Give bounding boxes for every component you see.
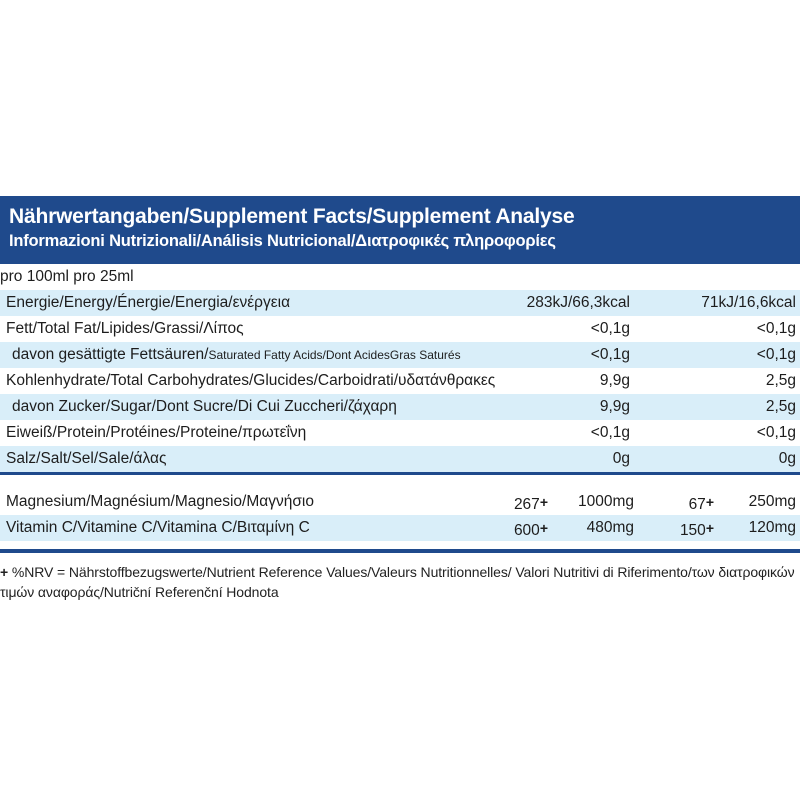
nrv-marker: + xyxy=(539,494,548,510)
nrv-marker: + xyxy=(539,520,548,536)
value-per-25ml: 250mg xyxy=(748,493,796,510)
section-gap xyxy=(0,475,800,489)
nrv-per-100ml xyxy=(514,515,548,544)
nutrient-row-sugar xyxy=(0,394,800,420)
nutrition-label xyxy=(0,196,800,553)
value-per-25ml: <0,1g xyxy=(756,320,796,337)
value-per-100ml: 9,9g xyxy=(599,372,630,389)
nrv-value: 600 xyxy=(513,522,540,539)
value-per-25ml: <0,1g xyxy=(756,346,796,363)
nutrient-name: davon Zucker/Sugar/Dont Sucre/Di Cui Zuccheri/ζάχαρη xyxy=(12,398,397,415)
nutrient-name xyxy=(12,342,461,368)
mineral-row-magnesium xyxy=(0,489,800,515)
column-per-100ml: pro 100ml xyxy=(0,268,69,285)
nutrient-row-protein xyxy=(0,420,800,446)
header-subtitle: Informazioni Nutrizionali/Análisis Nutricional/Διατροφικές πληροφορίες xyxy=(9,232,556,250)
footnote-marker: + xyxy=(0,564,9,580)
nutrient-row-salt xyxy=(0,446,800,472)
nrv-marker: + xyxy=(705,520,714,536)
value-per-100ml: <0,1g xyxy=(590,424,630,441)
value-per-25ml: 2,5g xyxy=(765,372,796,389)
nutrient-row-energy xyxy=(0,290,800,316)
value-per-100ml: <0,1g xyxy=(590,320,630,337)
value-per-25ml: 120mg xyxy=(748,519,796,536)
footnote-text: %NRV = Nährstoffbezugswerte/Nutrient Reference Values/Valeurs Nutritionnelles/ Valori Nutritivi di Riferimento/των διατροφικών τιμών αναφοράς/Nutriční Referenční Hodnota xyxy=(0,564,795,600)
nrv-marker: + xyxy=(705,494,714,510)
bottom-divider xyxy=(0,549,800,553)
value-per-25ml: <0,1g xyxy=(756,424,796,441)
value-per-100ml: 9,9g xyxy=(599,398,630,415)
header-title: Nährwertangaben/Supplement Facts/Supplement Analyse xyxy=(9,205,575,228)
mineral-name: Magnesium/Magnésium/Magnesio/Μαγνήσιο xyxy=(6,493,314,510)
nutrient-name-main: davon gesättigte Fettsäuren/ xyxy=(12,346,209,363)
nutrition-header xyxy=(0,196,800,264)
nrv-per-25ml xyxy=(680,515,714,544)
nutrient-row-saturated-fat xyxy=(0,342,800,368)
value-per-100ml: 480mg xyxy=(586,519,634,536)
mineral-name: Vitamin C/Vitamine C/Vitamina C/Βιταμίνη C xyxy=(6,519,310,536)
mineral-row-vitamin-c xyxy=(0,515,800,541)
column-header-row xyxy=(0,264,800,290)
nutrient-name: Fett/Total Fat/Lipides/Grassi/Λίπος xyxy=(6,320,244,337)
nutrient-name-translations: Saturated Fatty Acids/Dont AcidesGras Saturés xyxy=(208,348,461,362)
value-per-25ml: 0g xyxy=(778,450,796,467)
value-per-100ml: 283kJ/66,3kcal xyxy=(526,294,630,311)
nrv-footnote xyxy=(0,562,800,602)
nutrient-row-carbohydrates xyxy=(0,368,800,394)
nutrient-name: Salz/Salt/Sel/Sale/άλας xyxy=(6,450,167,467)
value-per-25ml: 2,5g xyxy=(765,398,796,415)
nrv-value: 267 xyxy=(513,496,540,513)
nutrient-name: Energie/Energy/Énergie/Energia/ενέργεια xyxy=(6,294,291,311)
nutrient-name: Eiweiß/Protein/Protéines/Proteine/πρωτεΐνη xyxy=(6,424,307,441)
nrv-per-25ml xyxy=(689,489,714,518)
value-per-100ml: 0g xyxy=(612,450,630,467)
column-per-25ml: pro 25ml xyxy=(73,268,134,285)
nrv-value: 150 xyxy=(679,522,706,539)
nutrient-row-fat xyxy=(0,316,800,342)
value-per-100ml: 1000mg xyxy=(577,493,634,510)
value-per-100ml: <0,1g xyxy=(590,346,630,363)
value-per-25ml: 71kJ/16,6kcal xyxy=(701,294,796,311)
nutrient-name: Kohlenhydrate/Total Carbohydrates/Glucides/Carboidrati/υδατάνθρακες xyxy=(6,372,496,389)
nrv-value: 67 xyxy=(688,496,706,513)
nrv-per-100ml xyxy=(514,489,548,518)
